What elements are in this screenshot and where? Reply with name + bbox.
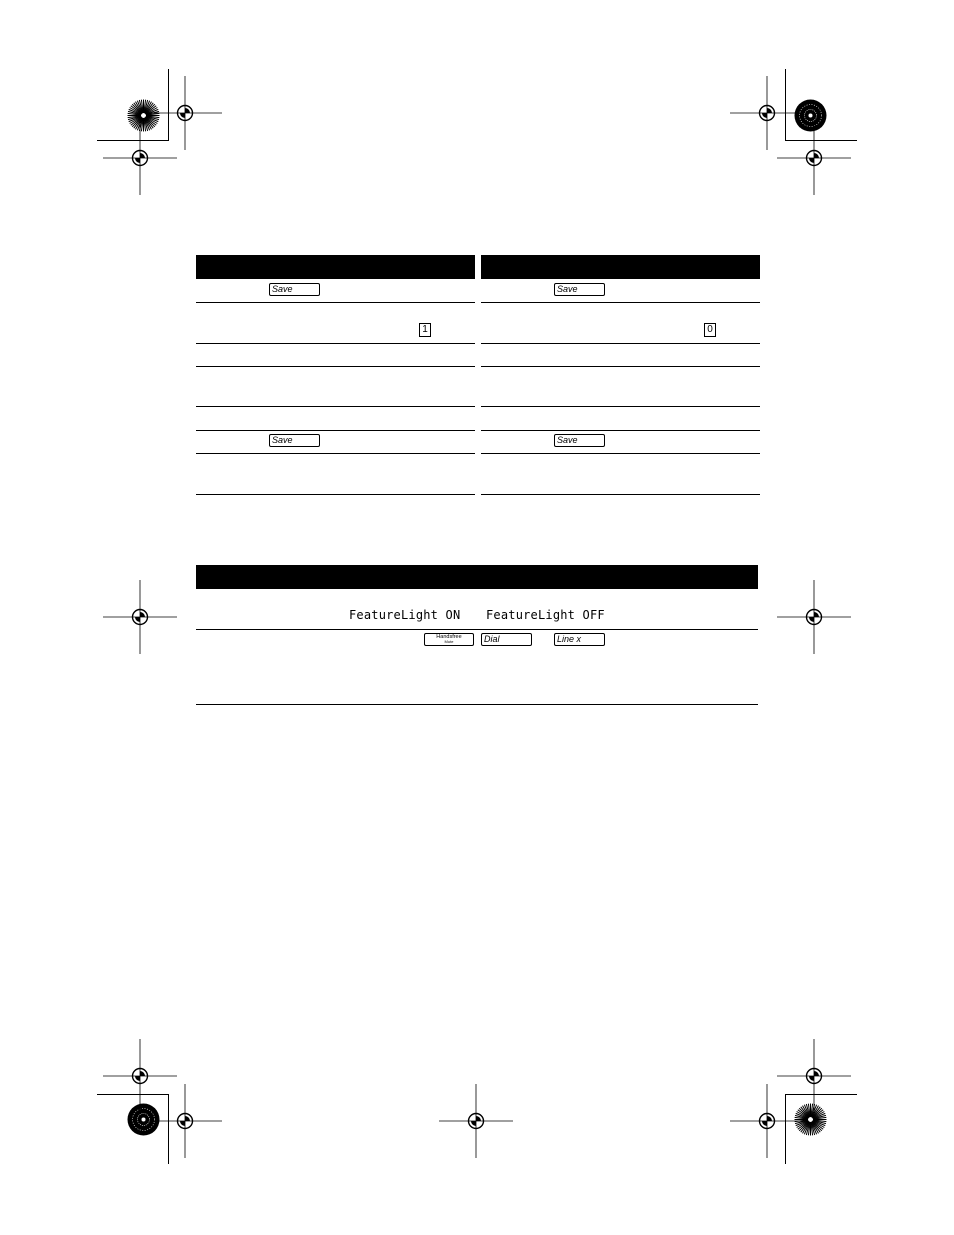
display-featurelight-off: FeatureLight OFF (486, 608, 605, 622)
display-featurelight-on: FeatureLight ON (349, 608, 461, 622)
table-a-right-header-bar (481, 255, 760, 279)
table-row-divider (481, 406, 760, 407)
save-key[interactable]: Save (554, 283, 605, 296)
dial-key[interactable]: Dial (481, 633, 532, 646)
table-row-divider (196, 494, 475, 495)
save-key[interactable]: Save (554, 434, 605, 447)
table-row-divider (481, 430, 760, 431)
table-row-divider (196, 406, 475, 407)
table-row-divider (481, 343, 760, 344)
handsfree-label: Handsfree (436, 634, 462, 640)
table-row-divider (196, 343, 475, 344)
table-row-divider (196, 302, 475, 303)
save-key[interactable]: Save (269, 434, 320, 447)
save-key[interactable]: Save (269, 283, 320, 296)
table-row-divider (196, 453, 475, 454)
table-row-divider (481, 302, 760, 303)
registration-crosshair-icon (102, 579, 178, 655)
table-row-divider (196, 366, 475, 367)
handsfree-mute-key[interactable] (424, 633, 474, 646)
mute-label: Mute (444, 639, 454, 644)
registration-crosshair-icon (776, 120, 852, 196)
digit-key-0[interactable]: 0 (704, 323, 716, 337)
registration-crosshair-icon (102, 120, 178, 196)
registration-crosshair-icon (776, 579, 852, 655)
table-b-header-bar (196, 565, 758, 589)
table-row-divider (196, 430, 475, 431)
line-x-key[interactable]: Line x (554, 633, 605, 646)
table-row-divider (481, 453, 760, 454)
table-row-divider (481, 366, 760, 367)
table-row-divider (196, 704, 758, 705)
table-a-left-header-bar (196, 255, 475, 279)
digit-key-1[interactable]: 1 (419, 323, 431, 337)
registration-crosshair-icon (438, 1083, 514, 1159)
registration-crosshair-icon (729, 1083, 805, 1159)
table-row-divider (481, 494, 760, 495)
registration-crosshair-icon (147, 1083, 223, 1159)
table-row-divider (196, 629, 758, 630)
